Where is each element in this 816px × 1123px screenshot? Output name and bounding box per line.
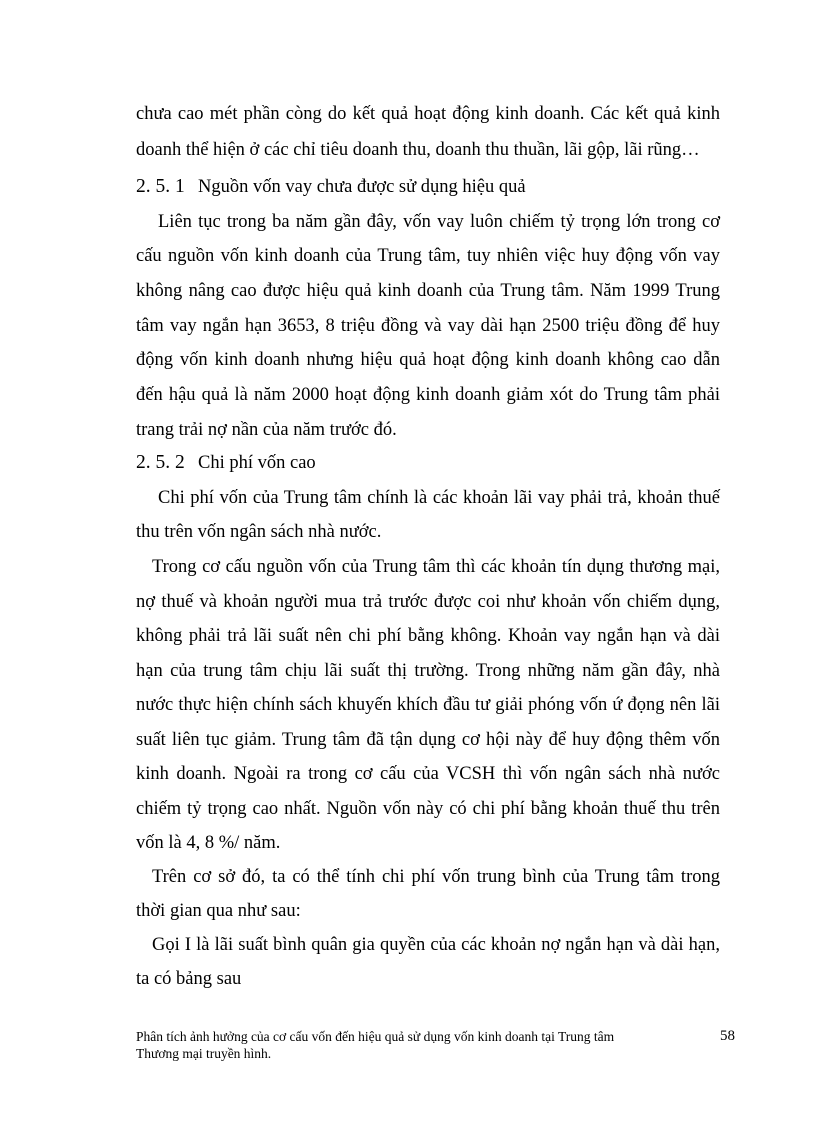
section-heading-2-5-2 <box>136 451 316 475</box>
body-line: đến hậu quả là năm 2000 hoạt động kinh doanh giảm xót do Trung tâm phải <box>136 385 720 405</box>
body-line: chưa cao mét phần còng do kết quả hoạt động kinh doanh. Các kết quả kinh <box>136 104 720 124</box>
body-line: hạn của trung tâm chịu lãi suất thị trường. Trong những năm gần đây, nhà <box>136 661 720 681</box>
body-line: trang trải nợ nần của năm trước đó. <box>136 420 397 440</box>
body-line: ta có bảng sau <box>136 969 242 989</box>
body-line: động vốn kinh doanh nhưng hiệu quả hoạt động kinh doanh không cao dẫn <box>136 350 720 370</box>
section-title: Chi phí vốn cao <box>198 453 316 473</box>
page-footer <box>136 1028 676 1062</box>
body-line: Liên tục trong ba năm gần đây, vốn vay luôn chiếm tỷ trọng lớn trong cơ <box>158 212 720 232</box>
section-number: 2. 5. 2 <box>136 452 185 473</box>
body-line: doanh thể hiện ở các chỉ tiêu doanh thu, doanh thu thuần, lãi gộp, lãi rũng… <box>136 140 700 160</box>
body-line: thu trên vốn ngân sách nhà nước. <box>136 522 382 542</box>
body-line: Gọi I là lãi suất bình quân gia quyền của các khoản nợ ngắn hạn và dài hạn, <box>152 935 720 955</box>
body-line: suất liên tục giảm. Trung tâm đã tận dụng cơ hội này để huy động thêm vốn <box>136 730 720 750</box>
body-line: nước thực hiện chính sách khuyến khích đầu tư giải phóng vốn ứ đọng nên lãi <box>136 695 720 715</box>
body-line: cấu nguồn vốn kinh doanh của Trung tâm, tuy nhiên việc huy động vốn vay <box>136 246 720 266</box>
body-line: Trên cơ sở đó, ta có thể tính chi phí vốn trung bình của Trung tâm trong <box>152 867 720 887</box>
page-number: 58 <box>720 1028 735 1044</box>
section-title: Nguồn vốn vay chưa được sử dụng hiệu quả <box>198 177 526 197</box>
body-line: không phải trả lãi suất nên chi phí bằng không. Khoản vay ngắn hạn và dài <box>136 626 720 646</box>
body-line: thời gian qua như sau: <box>136 901 301 921</box>
footer-line: Thương mại truyền hình. <box>136 1046 272 1061</box>
body-line: Trong cơ cấu nguồn vốn của Trung tâm thì các khoản tín dụng thương mại, <box>152 557 720 577</box>
footer-line: Phân tích ảnh hưởng của cơ cấu vốn đến hiệu quả sử dụng vốn kinh doanh tại Trung tâm <box>136 1029 615 1044</box>
body-line: không nâng cao được hiệu quả kinh doanh của Trung tâm. Năm 1999 Trung <box>136 281 720 301</box>
section-heading-2-5-1 <box>136 175 526 199</box>
body-line: nợ thuế và khoản người mua trả trước được coi như khoản vốn chiếm dụng, <box>136 592 720 612</box>
body-line: vốn là 4, 8 %/ năm. <box>136 833 281 853</box>
body-line: chiếm tỷ trọng cao nhất. Nguồn vốn này có chi phí bằng khoản thuế thu trên <box>136 799 720 819</box>
section-number: 2. 5. 1 <box>136 176 185 197</box>
body-line: Chi phí vốn của Trung tâm chính là các khoản lãi vay phải trả, khoản thuế <box>158 488 720 508</box>
body-line: kinh doanh. Ngoài ra trong cơ cấu của VCSH thì vốn ngân sách nhà nước <box>136 764 720 784</box>
body-line: tâm vay ngắn hạn 3653, 8 triệu đồng và vay dài hạn 2500 triệu đồng để huy <box>136 316 720 336</box>
